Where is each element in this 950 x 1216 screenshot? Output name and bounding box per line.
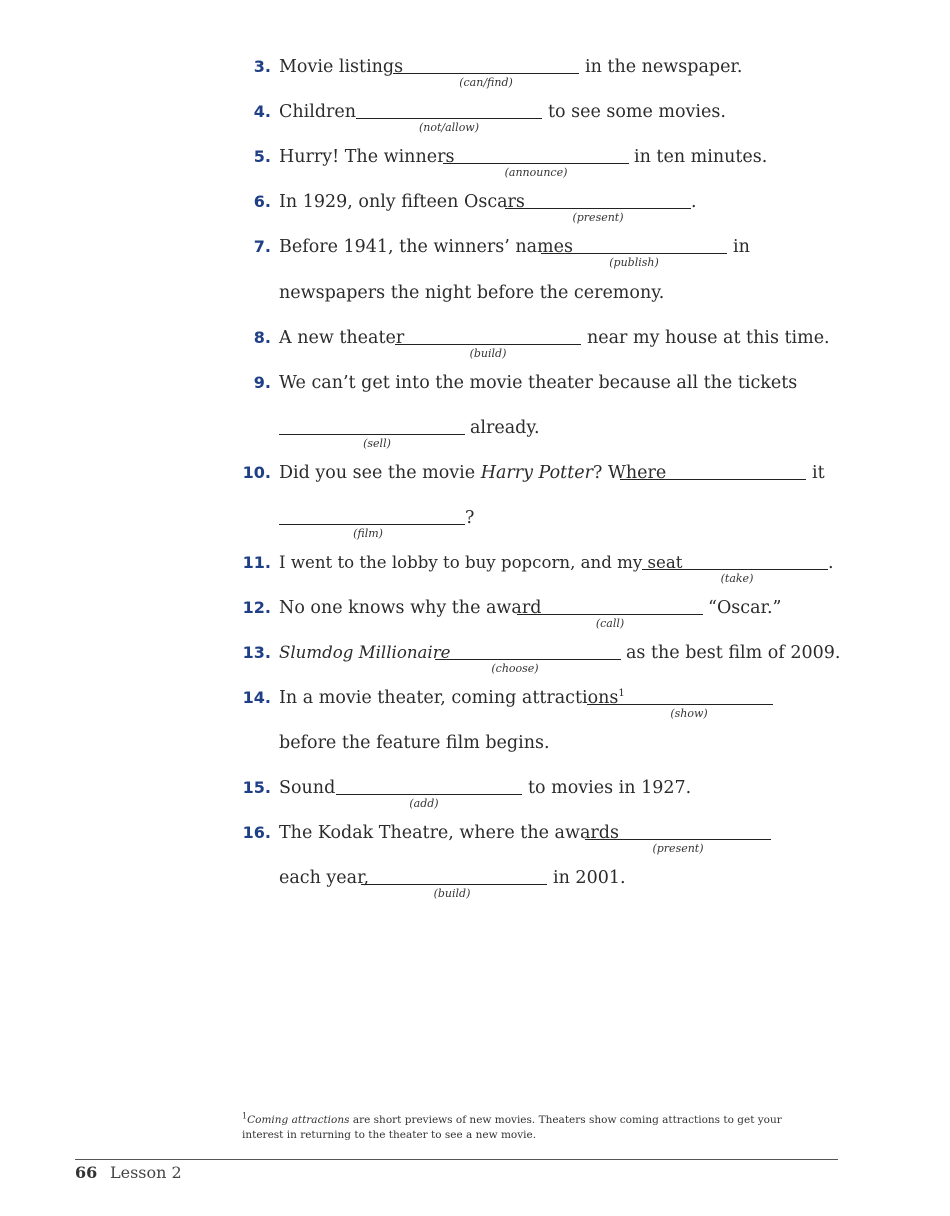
verb-hint: (build) — [433, 887, 471, 900]
sentence-start: A new theater — [279, 328, 405, 348]
exercise-number: 10. — [242, 463, 271, 482]
sentence-start: In 1929, only fifteen Oscars — [279, 192, 525, 212]
answer-blank[interactable] — [336, 794, 522, 795]
verb-hint: (call) — [595, 617, 625, 630]
answer-blank[interactable] — [279, 524, 465, 525]
footnote-marker: 1 — [618, 688, 625, 700]
verb-hint: (film) — [353, 527, 383, 540]
sentence-start: Before 1941, the winners’ names — [279, 237, 573, 257]
sentence-end: “Oscar.” — [708, 598, 782, 618]
sentence-text: In a movie theater, coming attractions — [279, 688, 619, 708]
exercise-number: 15. — [242, 778, 271, 797]
verb-hint: (build) — [469, 347, 507, 360]
verb-hint: (show) — [670, 707, 708, 720]
sentence-text-2: ? Where — [592, 463, 667, 483]
sentence-start: The Kodak Theatre, where the awards — [279, 823, 619, 843]
lesson-label: Lesson 2 — [110, 1163, 182, 1182]
verb-hint: (take) — [720, 572, 754, 585]
exercise-number: 4. — [253, 102, 271, 121]
sentence-end: to see some movies. — [548, 102, 726, 122]
verb-hint: (sell) — [363, 437, 391, 450]
exercise-number: 12. — [242, 598, 271, 617]
sentence-end: in — [733, 237, 750, 257]
page-number: 66 — [75, 1163, 98, 1182]
sentence-end: in 2001. — [553, 868, 626, 888]
sentence-start: Children — [279, 102, 357, 122]
sentence-end: in the newspaper. — [585, 57, 743, 77]
answer-blank[interactable] — [356, 118, 542, 119]
footnote-text: are short previews of new movies. Theaters show coming attractions to get your interest in returning to the theater to see a new movie. — [242, 1114, 782, 1141]
answer-blank[interactable] — [585, 839, 771, 840]
sentence-start — [279, 461, 666, 485]
sentence-end: in ten minutes. — [634, 147, 768, 167]
verb-hint: (announce) — [504, 166, 568, 179]
sentence-end: . — [691, 192, 697, 212]
footnote-number: 1 — [242, 1111, 248, 1121]
sentence-end: as the best film of 2009. — [626, 643, 841, 663]
answer-blank[interactable] — [361, 884, 547, 885]
sentence-end: . — [828, 553, 834, 573]
sentence-text: Did you see the movie — [279, 463, 476, 483]
sentence-end: to movies in 1927. — [528, 778, 692, 798]
answer-blank[interactable] — [587, 704, 773, 705]
answer-blank[interactable] — [393, 73, 579, 74]
answer-blank[interactable] — [517, 614, 703, 615]
sentence-start: I went to the lobby to buy popcorn, and my seat — [279, 553, 683, 572]
sentence-text: each year, — [279, 868, 370, 888]
exercise-number: 6. — [253, 192, 271, 211]
verb-hint: (can/find) — [459, 76, 513, 89]
verb-hint: (publish) — [609, 256, 659, 269]
sentence-start: We can’t get into the movie theater because all the tickets — [279, 373, 798, 393]
verb-hint: (choose) — [491, 662, 539, 675]
movie-title: Slumdog Millionaire — [279, 643, 451, 662]
exercise-number: 9. — [253, 373, 271, 392]
movie-title: Harry Potter — [480, 463, 593, 483]
sentence-continuation: before the feature film begins. — [279, 733, 550, 753]
sentence-start: Sound — [279, 778, 336, 798]
answer-blank[interactable] — [620, 479, 806, 480]
sentence-end: near my house at this time. — [587, 328, 830, 348]
footnote — [242, 1113, 802, 1143]
sentence-end: ? — [465, 508, 475, 528]
exercise-number: 8. — [253, 328, 271, 347]
sentence-end: it — [812, 463, 825, 483]
sentence-start: Movie listings — [279, 57, 404, 77]
answer-blank[interactable] — [435, 659, 621, 660]
exercise-number: 14. — [242, 688, 271, 707]
answer-blank[interactable] — [443, 163, 629, 164]
verb-hint: (present) — [652, 842, 704, 855]
verb-hint: (add) — [409, 797, 439, 810]
exercise-number: 13. — [242, 643, 271, 662]
sentence-start: No one knows why the award — [279, 598, 542, 618]
exercise-number: 7. — [253, 237, 271, 256]
sentence-continuation: newspapers the night before the ceremony. — [279, 283, 665, 303]
exercise-number: 3. — [253, 57, 271, 76]
verb-hint: (not/allow) — [418, 121, 480, 134]
sentence-end: already. — [470, 418, 540, 438]
answer-blank[interactable] — [279, 434, 465, 435]
answer-blank[interactable] — [505, 208, 691, 209]
answer-blank[interactable] — [395, 344, 581, 345]
verb-hint: (present) — [572, 211, 624, 224]
answer-blank[interactable] — [541, 253, 727, 254]
sentence-start — [279, 686, 625, 710]
footer-divider — [75, 1159, 838, 1160]
exercise-number: 11. — [242, 553, 271, 572]
exercise-number: 5. — [253, 147, 271, 166]
answer-blank[interactable] — [642, 569, 828, 570]
sentence-start: Hurry! The winners — [279, 147, 455, 167]
exercise-number: 16. — [242, 823, 271, 842]
footnote-term: Coming attractions — [247, 1114, 350, 1126]
